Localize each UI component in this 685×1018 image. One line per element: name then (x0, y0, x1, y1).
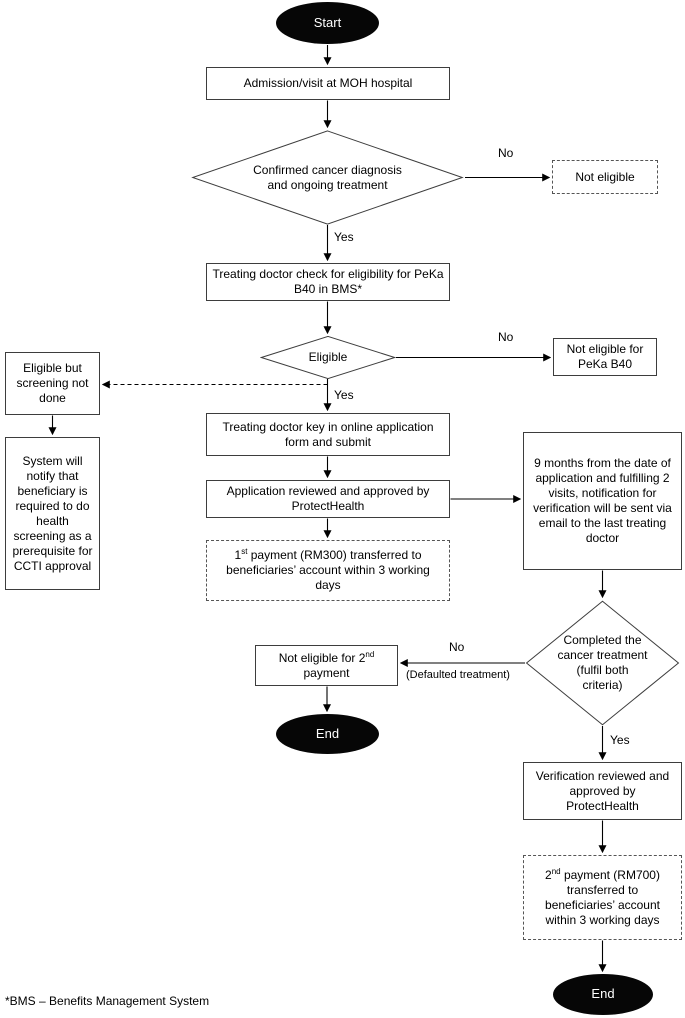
diagnosis-decision-label: Confirmed cancer diagnosis and ongoing treatment (253, 162, 402, 192)
completed-treatment-decision (525, 600, 680, 726)
not-eligible-2nd-payment-label: Not eligible for 2nd payment (278, 649, 375, 680)
application-reviewed-label: Application reviewed and approved by ProtectHealth (226, 484, 430, 513)
not-eligible-peka-step: Not eligible for PeKa B40 (553, 338, 657, 376)
application-reviewed-step (206, 480, 450, 518)
verification-reviewed-label: Verification reviewed and approved by ProtectHealth (535, 768, 670, 813)
eligible-decision (260, 336, 396, 379)
end-terminator-right: End (553, 974, 653, 1015)
key-in-application-step (206, 413, 450, 456)
doctor-check-label: Treating doctor check for eligibility for PeKa B40 in BMS* (212, 267, 444, 296)
completed-treatment-decision-label: Completed the cancer treatment (fulfil both criteria) (557, 633, 648, 692)
verification-reviewed-step (523, 762, 682, 820)
nine-months-notification-step (523, 432, 682, 570)
edge-label-eligible-no: No (498, 330, 514, 344)
key-in-application-label: Treating doctor key in online application form and submit (222, 419, 434, 449)
start-terminator: Start (276, 2, 379, 44)
doctor-check-step (206, 263, 450, 301)
eligible-decision-label: Eligible (308, 350, 348, 364)
eligible-screening-not-done-step: Eligible but screening not done (5, 352, 100, 415)
not-eligible-step: Not eligible (552, 160, 658, 194)
edge-label-completed-yes: Yes (610, 733, 630, 747)
edge-label-diagnosis-yes: Yes (334, 230, 354, 244)
bms-footnote: *BMS – Benefits Management System (5, 994, 210, 1008)
first-payment-label: 1st payment (RM300) transferred to beneficiaries’ account within 3 working days (226, 547, 430, 592)
edge-label-eligible-yes: Yes (334, 388, 354, 402)
edge-label-diagnosis-no: No (498, 146, 514, 160)
first-payment-step (206, 540, 450, 601)
admission-step: Admission/visit at MOH hospital (206, 67, 450, 100)
edge-label-completed-no: No (449, 640, 465, 654)
not-eligible-2nd-payment-step (255, 645, 398, 686)
second-payment-label: 2nd payment (RM700) transferred to beneficiaries’ account within 3 working days (545, 866, 660, 927)
second-payment-step (523, 855, 682, 940)
edge-label-defaulted-treatment: (Defaulted treatment) (406, 669, 510, 681)
diagnosis-decision (190, 130, 465, 225)
end-terminator-left: End (276, 714, 379, 754)
nine-months-notification-label: 9 months from the date of application and fulfilling 2 visits, notification for verification will be sent via email to the last treating doctor (533, 456, 672, 545)
system-notify-step: System will notify that beneficiary is required to do health screening as a prerequisite for CCTI approval (5, 437, 100, 590)
